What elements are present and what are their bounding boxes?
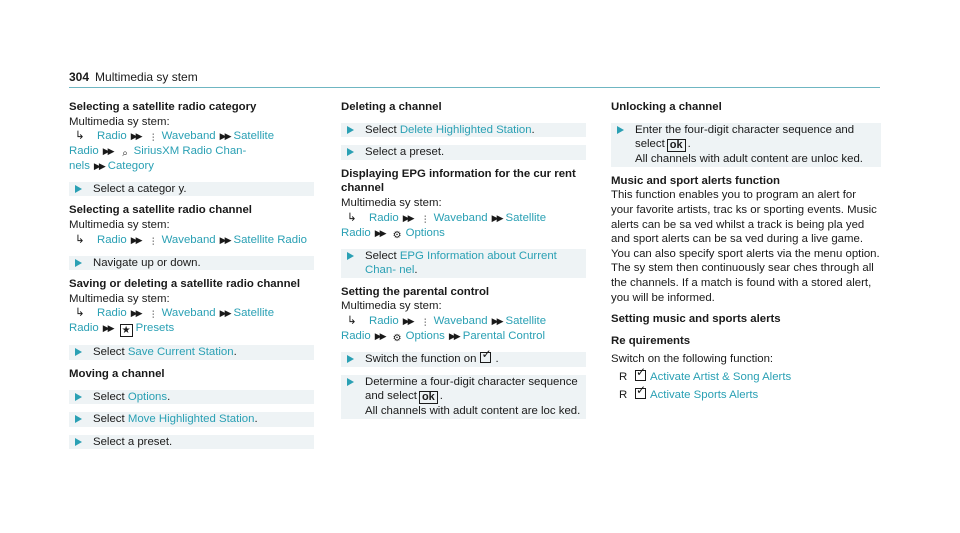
list-item: Select EPG Information about Current Chan- nel. [341,249,586,278]
waveband-icon: ⫶ [151,310,155,322]
path-arrow-icon: ↳ [75,130,85,143]
save-station-link[interactable]: Save Current Station [127,346,234,359]
chevron-icon: ▶▶ [219,308,230,319]
path-presets[interactable]: Presets [135,322,175,335]
page-header [69,70,198,84]
path-options[interactable]: Options [405,226,445,239]
path-radio[interactable]: Radio [97,130,127,143]
column-3 [611,100,881,402]
chevron-icon: ▶▶ [402,212,413,223]
path-radio[interactable]: Radio [97,233,127,246]
heading: Re quirements [611,334,691,347]
path-radio[interactable]: Radio [97,307,127,320]
checkbox-icon [635,370,646,381]
path-arrow-icon: ↳ [347,314,357,327]
chevron-icon: ▶▶ [130,308,141,319]
paragraph: Switch on the following function: [611,353,774,366]
path-channels[interactable]: SiriusXM Radio Chan- nels [69,145,247,173]
path-arrow-icon: ↳ [75,233,85,246]
column-1 [69,100,314,449]
page-number: 304 [69,70,90,84]
menu-path [341,211,586,241]
search-icon: ⌕ [122,148,128,160]
heading: Setting the parental control [341,285,490,298]
path-waveband[interactable]: Waveband [161,130,216,143]
move-station-link[interactable]: Move Highlighted Station [127,413,255,426]
path-satellite-radio[interactable]: Satellite Radio [341,314,547,342]
chevron-icon: ▶▶ [93,161,104,172]
chevron-icon: ▶▶ [130,131,141,142]
path-radio[interactable]: Radio [369,211,399,224]
list-item: Select a categor y. [69,182,314,197]
list-item: Select Delete Highlighted Station. [341,123,586,138]
chevron-icon: ▶▶ [448,330,459,341]
list-item: Select a preset. [341,145,586,160]
requirement-item [611,388,881,403]
gear-icon: ⚙ [392,229,402,241]
chevron-icon: ▶▶ [402,315,413,326]
menu-path [69,306,314,337]
heading: Selecting a satellite radio channel [69,204,252,217]
path-arrow-icon: ↳ [347,211,357,224]
list-item: Determine a four-digit character sequence and select ok . All channels with adult content are loc ked. [341,375,586,419]
path-radio[interactable]: Radio [369,314,399,327]
path-category[interactable]: Category [107,160,154,173]
list-item: Switch the function on✓ . [341,352,586,367]
bullet-icon: R [619,370,628,383]
path-parental-control[interactable]: Parental Control [462,329,546,342]
path-satellite-radio[interactable]: Satellite Radio [69,130,275,158]
system-label: Multimedia sy stem: [69,115,170,128]
page-title: Multimedia sy stem [95,70,198,84]
list-item: Select Move Highlighted Station. [69,412,314,427]
checkbox-icon [480,352,491,363]
chevron-icon: ▶▶ [219,131,230,142]
chevron-icon: ▶▶ [491,315,502,326]
star-icon: ★ [120,324,133,337]
list-item: Navigate up or down. [69,256,314,271]
sports-alerts-link[interactable]: Activate Sports Alerts [650,388,759,401]
waveband-icon: ⫶ [423,317,427,329]
waveband-icon: ⫶ [151,133,155,145]
ok-icon: ok [419,391,438,404]
chevron-icon: ▶▶ [102,146,113,157]
menu-path [69,129,314,174]
artist-song-alerts-link[interactable]: Activate Artist & Song Alerts [650,370,792,383]
path-waveband[interactable]: Waveband [433,314,488,327]
epg-info-link[interactable]: EPG Information about Current Chan- nel [365,249,557,277]
delete-station-link[interactable]: Delete Highlighted Station [399,123,532,136]
path-satellite-radio[interactable]: Satellite Radio [341,211,547,239]
heading: Moving a channel [69,367,165,380]
chevron-icon: ▶▶ [102,323,113,334]
checkbox-icon [635,388,646,399]
list-item: Select a preset. [69,435,314,450]
list-item: Select Options. [69,390,314,405]
heading: Setting music and sports alerts [611,313,781,326]
chevron-icon: ▶▶ [130,234,141,245]
path-options[interactable]: Options [405,329,445,342]
chevron-icon: ▶▶ [491,212,502,223]
path-waveband[interactable]: Waveband [161,233,216,246]
path-waveband[interactable]: Waveband [433,211,488,224]
list-item: Enter the four-digit character sequence and select ok . All channels with adult content are unloc ked. [611,123,881,167]
system-label: Multimedia sy stem: [69,218,170,231]
waveband-icon: ⫶ [423,214,427,226]
heading: Displaying EPG information for the cur rent channel [341,167,576,195]
system-label: Multimedia sy stem: [69,292,170,305]
path-arrow-icon: ↳ [75,307,85,320]
system-label: Multimedia sy stem: [341,300,442,313]
requirement-item [611,370,881,385]
ok-icon: ok [667,139,686,152]
chevron-icon: ▶▶ [219,234,230,245]
heading: Saving or deleting a satellite radio channel [69,278,301,291]
menu-path [341,314,586,344]
chevron-icon: ▶▶ [374,227,385,238]
bullet-icon: R [619,388,628,401]
path-satellite-radio[interactable]: Satellite Radio [69,307,275,335]
chevron-icon: ▶▶ [374,330,385,341]
system-label: Multimedia sy stem: [341,196,442,209]
paragraph: This function enables you to program an alert for your favorite artists, trac ks or sporting events. Music alerts can be sa ved whilst a track is being pla yed and sport alerts can be sa ved during a live game. You can also specify sport alerts via the menu option. The sy stem then continuously sear ches through all the channels. If a match is found with a stored alert, you will be informed. [611,189,880,304]
heading: Deleting a channel [341,101,442,113]
list-item: Select Save Current Station. [69,345,314,360]
heading: Selecting a satellite radio category [69,101,257,113]
heading: Unlocking a channel [611,101,722,113]
menu-path [69,233,314,248]
path-satellite-radio[interactable]: Satellite Radio [233,233,307,246]
path-waveband[interactable]: Waveband [161,307,216,320]
header-rule [69,87,880,88]
column-2 [341,100,586,419]
options-link[interactable]: Options [127,390,168,403]
heading: Music and sport alerts function [611,174,780,187]
waveband-icon: ⫶ [151,236,155,248]
gear-icon: ⚙ [392,332,402,344]
